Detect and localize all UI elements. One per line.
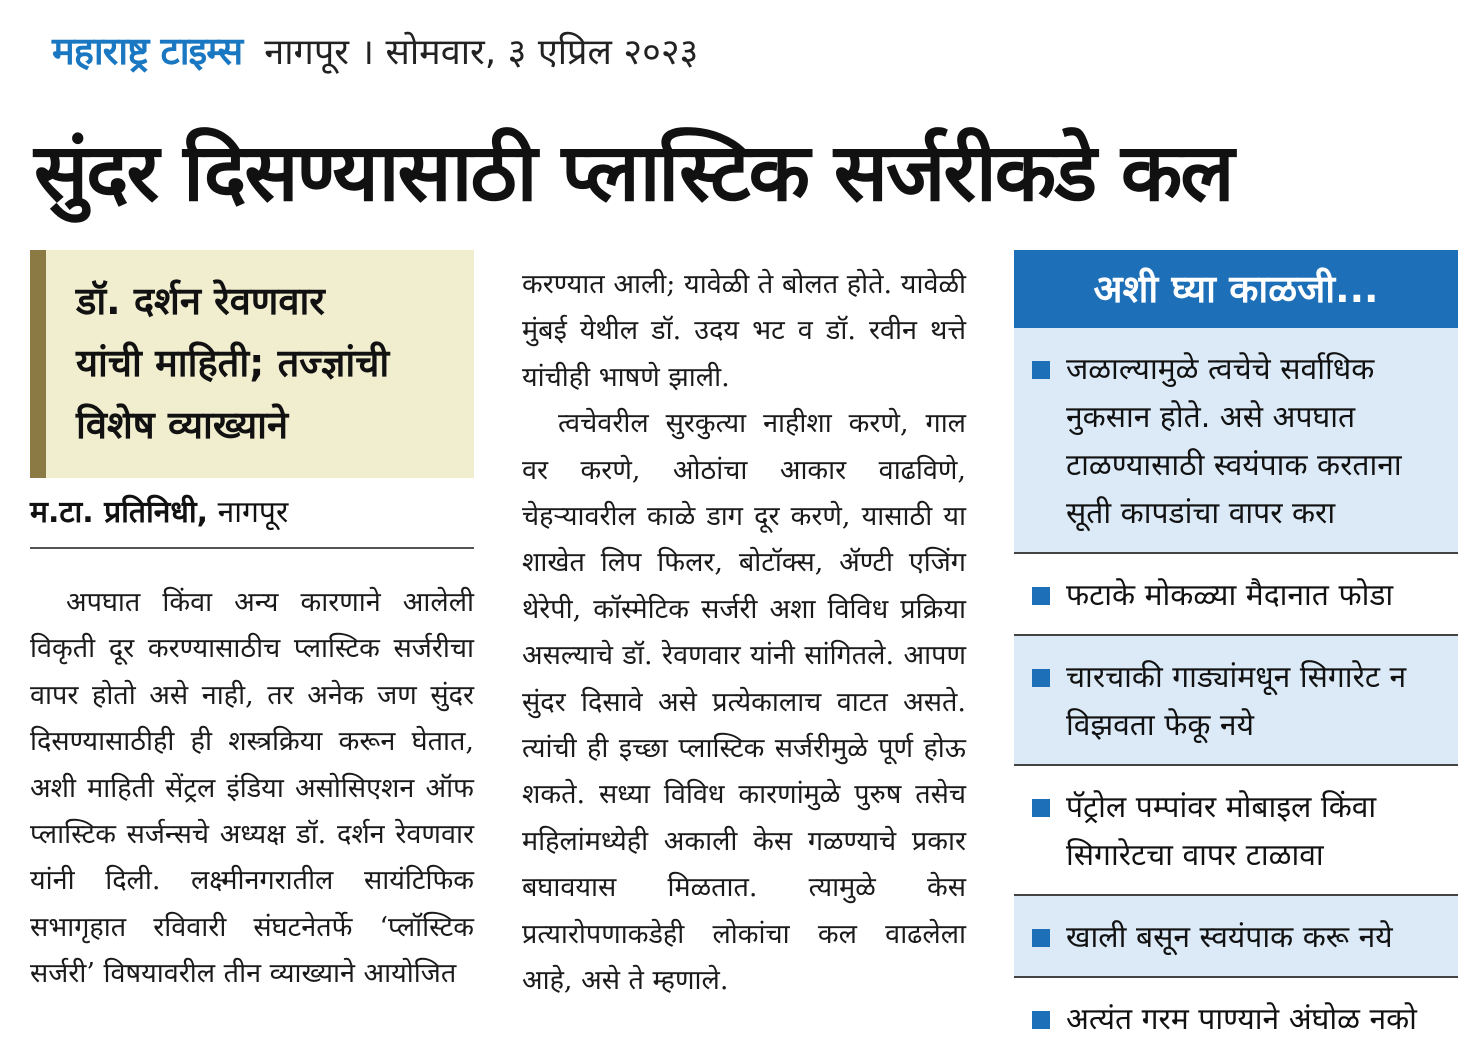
subhead-line: यांची माहिती; तज्ज्ञांची bbox=[76, 341, 390, 385]
tip-text: खाली बसून स्वयंपाक करू नये bbox=[1066, 920, 1393, 955]
square-bullet-icon bbox=[1032, 799, 1050, 817]
sidebar-title: अशी घ्या काळजी... bbox=[1014, 250, 1458, 328]
square-bullet-icon bbox=[1032, 1011, 1050, 1029]
tip-item bbox=[1014, 636, 1458, 766]
square-bullet-icon bbox=[1032, 587, 1050, 605]
tip-text: चारचाकी गाड्यांमधून सिगारेट न विझवता फेकू नये bbox=[1066, 660, 1407, 743]
byline-author: म.टा. प्रतिनिधी, bbox=[30, 495, 209, 530]
divider bbox=[30, 547, 474, 549]
article-paragraph: अपघात किंवा अन्य कारणाने आलेली विकृती दूर करण्यासाठीच प्लास्टिक सर्जरीचा वापर होतो असे नाही, तर अनेक जण सुंदर दिसण्यासाठीही ही शस्त्रक्रिया करून घेतात, अशी माहिती सेंट्रल इंडिया असोसिएशन ऑफ प्लास्टिक सर्जन्सचे अध्यक्ष डॉ. दर्शन रेवणवार यांनी दिली. लक्ष्मीनगरातील सायंटिफिक सभागृहात रविवारी संघटनेतर्फे ‘प्लॉस्टिक सर्जरी’ विषयावरील तीन व्याख्याने आयोजित bbox=[30, 587, 474, 990]
dateline: नागपूर । सोमवार, ३ एप्रिल २०२३ bbox=[264, 31, 699, 73]
byline bbox=[30, 490, 288, 531]
square-bullet-icon bbox=[1032, 361, 1050, 379]
newspaper-logo: महाराष्ट्र टाइम्स bbox=[52, 29, 243, 73]
tip-text: अत्यंत गरम पाण्याने अंघोळ नको bbox=[1066, 1002, 1417, 1037]
tip-item bbox=[1014, 978, 1458, 1054]
headline: सुंदर दिसण्यासाठी प्लास्टिक सर्जरीकडे कल bbox=[34, 126, 1233, 219]
article-column-1 bbox=[30, 580, 474, 998]
subhead-line: डॉ. दर्शन रेवणवार bbox=[76, 279, 325, 323]
subhead-box bbox=[30, 250, 474, 478]
tip-text: फटाके मोकळ्या मैदानात फोडा bbox=[1066, 578, 1394, 613]
article-paragraph: करण्यात आली; यावेळी ते बोलत होते. यावेळी मुंबई येथील डॉ. उदय भट व डॉ. रवीन थत्ते यांचीही भाषणे झाली. bbox=[522, 269, 966, 393]
tip-text: जळाल्यामुळे त्वचेचे सर्वाधिक नुकसान होते. असे अपघात टाळण्यासाठी स्वयंपाक करताना सूती कापडांचा वापर करा bbox=[1066, 352, 1402, 531]
tip-text: पॅट्रोल पम्पांवर मोबाइल किंवा सिगारेटचा वापर टाळावा bbox=[1066, 790, 1377, 873]
subhead-line: विशेष व्याख्याने bbox=[76, 403, 289, 447]
tip-item bbox=[1014, 896, 1458, 978]
article-column-2 bbox=[522, 262, 966, 1005]
square-bullet-icon bbox=[1032, 929, 1050, 947]
article-paragraph: त्वचेवरील सुरकुत्या नाहीशा करणे, गाल वर करणे, ओठांचा आकार वाढविणे, चेहऱ्यावरील काळे डाग दूर करणे, यासाठी या शाखेत लिप फिलर, बोटॉक्स, ॲण्टी एजिंग थेरेपी, कॉस्मेटिक सर्जरी अशा विविध प्रक्रिया असल्याचे डॉ. रेवणवार यांनी सांगितले. आपण सुंदर दिसावे असे प्रत्येकालाच वाटत असते. त्यांची ही इच्छा प्लास्टिक सर्जरीमुळे पूर्ण होऊ शकते. सध्या विविध कारणांमुळे पुरुष तसेच महिलांमध्येही अकाली केस गळण्याचे प्रकार बघावयास मिळतात. त्यामुळे केस प्रत्यारोपणाकडेही लोकांचा कल वाढलेला आहे, असे ते म्हणाले. bbox=[522, 408, 966, 997]
masthead bbox=[52, 24, 698, 76]
tip-item bbox=[1014, 328, 1458, 554]
tip-item bbox=[1014, 766, 1458, 896]
tip-item bbox=[1014, 554, 1458, 636]
square-bullet-icon bbox=[1032, 669, 1050, 687]
tips-sidebar bbox=[1014, 250, 1458, 1054]
byline-place: नागपूर bbox=[217, 495, 289, 530]
